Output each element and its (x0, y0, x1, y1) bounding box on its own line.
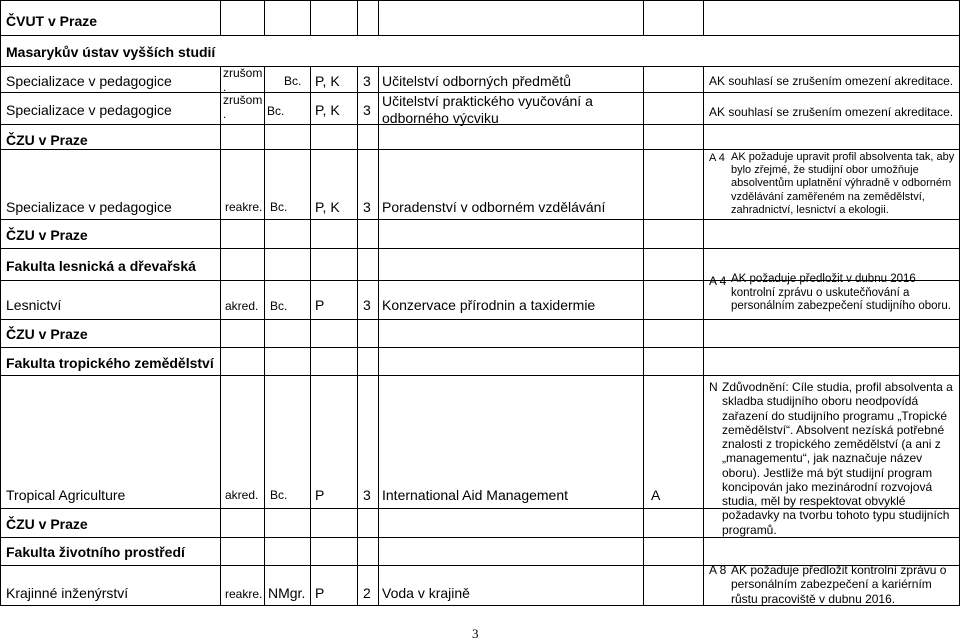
study-years: 3 (363, 102, 371, 118)
study-form: P (315, 585, 325, 601)
action-type: reakre. (225, 587, 263, 601)
study-form: P, K (315, 102, 340, 118)
action-type: akred. (225, 488, 259, 502)
faculty-heading: Masarykův ústav vyšších studií (6, 44, 216, 60)
ak-code: A 4 (709, 274, 727, 288)
ak-code: A 8 (709, 563, 727, 577)
degree: Bc. (270, 488, 288, 502)
ak-decision: N (709, 380, 718, 394)
degree: Bc. (284, 74, 302, 88)
faculty-heading: Fakulta lesnická a dřevařská (6, 258, 196, 274)
degree: Bc. (270, 200, 288, 214)
field-name: International Aid Management (382, 487, 569, 503)
action-type: reakre. (225, 200, 263, 214)
study-years: 3 (363, 73, 371, 89)
ak-code: A 4 (709, 152, 725, 164)
study-years: 3 (363, 297, 371, 313)
action-type: zrušom . (223, 93, 263, 122)
study-form: P, K (315, 73, 340, 89)
program-name: Tropical Agriculture (6, 487, 126, 503)
study-form: P, K (315, 199, 340, 215)
faculty-heading: Fakulta tropického zemědělství (6, 355, 214, 371)
institution-heading: ČZU v Praze (6, 326, 88, 342)
degree: Bc. (267, 104, 285, 118)
ak-note: Zdůvodnění: Cíle studia, profil absolventa a skladba studijního oboru neodpovídá zařazení do studijního programu „Tropické zemědělství“. Absolvent nezíská potřebné znalosti z tropického zemědělství (a ani z „managementu“, jak naznačuje název oboru). Jestliže má být studijní program koncipován jako mezinárodní rozvojová studia, měl by respektovat obvyklé požadavky na tvorbu tohoto typu studijních programů. (722, 380, 953, 537)
study-years: 3 (363, 199, 371, 215)
program-name: Specializace v pedagogice (6, 73, 172, 89)
field-name: Učitelství praktického vyučování a odborného výcviku (382, 93, 593, 126)
study-form: P (315, 297, 325, 313)
action-type: zrušom . (223, 66, 263, 95)
field-name: Poradenství v odborném vzdělávání (382, 199, 606, 215)
institution-header: ČVUT v Praze (6, 13, 98, 29)
ak-note: AK požaduje upravit profil absolventa tak, aby bylo zřejmé, že studijní obor umožňuje absolventům uplatnění výhradně v odborném vzdělávání zaměřeném na zemědělství, zahradnictví, lesnictví a ekologii. (731, 151, 955, 216)
field-name: Učitelství odborných předmětů (382, 73, 572, 89)
ak-note: AK požaduje předložit kontrolní zprávu o personálním zabezpečení a kariérním růstu pracoviště v dubnu 2016. (731, 563, 947, 606)
field-name: Konzervace přírodnin a taxidermie (382, 297, 596, 313)
program-name: Lesnictví (6, 297, 62, 313)
program-name: Krajinné inženýrství (6, 585, 129, 601)
ak-note: AK souhlasí se zrušením omezení akreditace. (709, 74, 954, 88)
institution-heading: ČZU v Praze (6, 516, 88, 532)
degree: NMgr. (268, 585, 306, 601)
faculty-heading: Fakulta životního prostředí (6, 544, 185, 560)
degree: Bc. (270, 299, 288, 313)
ak-code: A (651, 487, 661, 503)
institution-heading: ČZU v Praze (6, 132, 88, 148)
field-name: Voda v krajině (382, 585, 470, 601)
study-form: P (315, 487, 325, 503)
institution-heading: ČZU v Praze (6, 227, 88, 243)
action-type: akred. (225, 299, 259, 313)
ak-note: AK požaduje předložit v dubnu 2016 kontrolní zprávu o uskutečňování a personálním zabezpečení studijního oboru. (731, 273, 951, 313)
page-number: 3 (472, 626, 479, 641)
study-years: 2 (363, 585, 371, 601)
program-name: Specializace v pedagogice (6, 199, 172, 215)
program-name: Specializace v pedagogice (6, 102, 172, 118)
ak-note: AK souhlasí se zrušením omezení akreditace. (709, 105, 954, 119)
study-years: 3 (363, 487, 371, 503)
